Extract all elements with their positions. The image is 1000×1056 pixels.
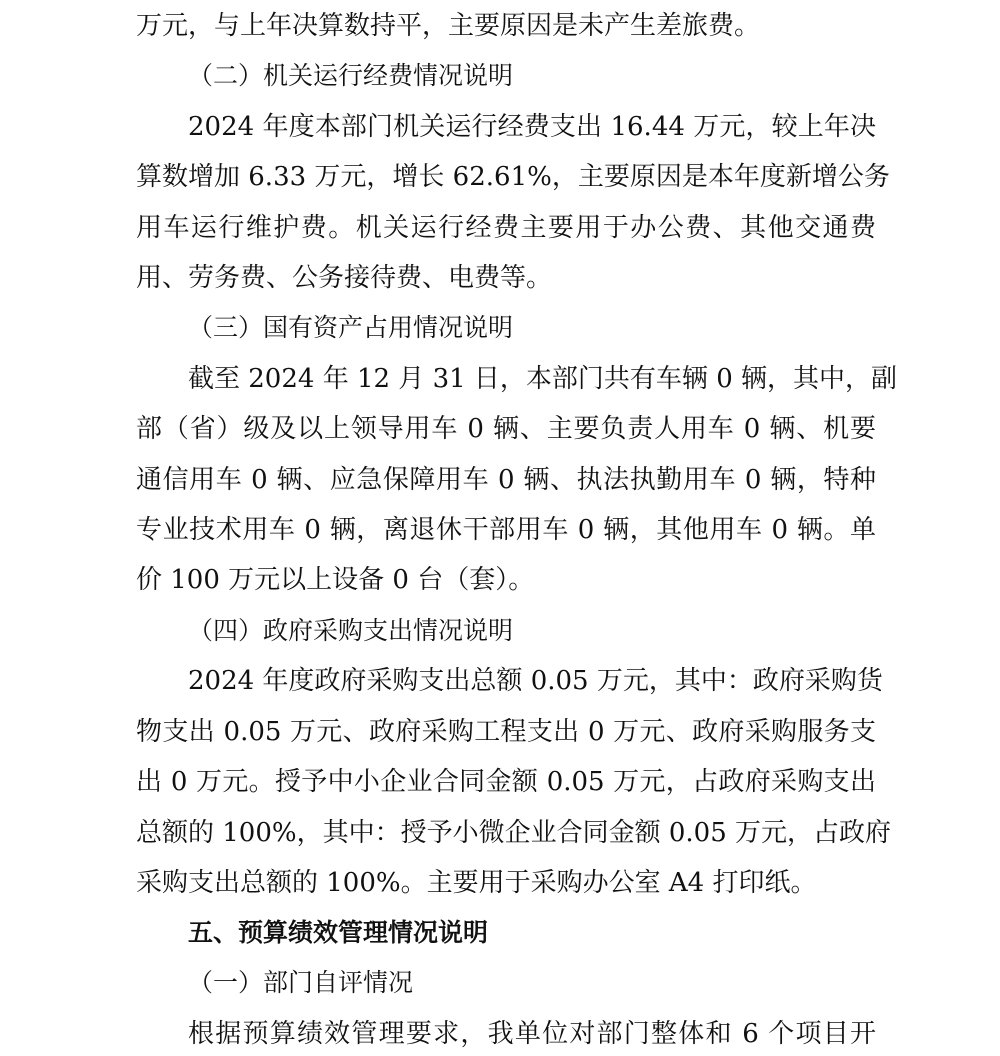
body-text-line: 采购支出总额的 100%。主要用于采购办公室 A4 打印纸。	[136, 868, 817, 898]
body-text-line: 用、劳务费、公务接待费、电费等。	[136, 263, 553, 293]
body-text-line: 出 0 万元。授予中小企业合同金额 0.05 万元，占政府采购支出	[136, 767, 876, 797]
body-text-line: 算数增加 6.33 万元，增长 62.61%，主要原因是本年度新增公务	[136, 162, 890, 192]
body-text-line: 部（省）级及以上领导用车 0 辆、主要负责人用车 0 辆、机要	[136, 414, 876, 444]
body-text-line: 用车运行维护费。机关运行经费主要用于办公费、其他交通费	[136, 213, 876, 243]
section-heading-4: （四）政府采购支出情况说明	[188, 616, 514, 645]
body-text-line: 价 100 万元以上设备 0 台（套）。	[136, 565, 535, 595]
chapter-heading-5: 五、预算绩效管理情况说明	[188, 918, 489, 947]
section-heading-5-1: （一）部门自评情况	[188, 968, 414, 997]
body-text-line: 专业技术用车 0 辆，离退休干部用车 0 辆，其他用车 0 辆。单	[136, 515, 876, 545]
body-text-line: 根据预算绩效管理要求，我单位对部门整体和 6 个项目开	[188, 1019, 876, 1049]
body-text-line: 通信用车 0 辆、应急保障用车 0 辆、执法执勤用车 0 辆，特种	[136, 465, 876, 495]
body-text-line: 2024 年度本部门机关运行经费支出 16.44 万元，较上年决	[188, 112, 876, 142]
body-text-line: 截至 2024 年 12 月 31 日，本部门共有车辆 0 辆，其中，副	[188, 364, 897, 394]
section-heading-3: （三）国有资产占用情况说明	[188, 313, 514, 342]
body-text-line: 物支出 0.05 万元、政府采购工程支出 0 万元、政府采购服务支	[136, 717, 876, 747]
body-text-line: 总额的 100%，其中：授予小微企业合同金额 0.05 万元，占政府	[136, 818, 892, 848]
section-heading-2: （二）机关运行经费情况说明	[188, 61, 514, 90]
body-text-line: 万元，与上年决算数持平，主要原因是未产生差旅费。	[136, 11, 761, 41]
body-text-line: 2024 年度政府采购支出总额 0.05 万元，其中：政府采购货	[188, 666, 883, 696]
